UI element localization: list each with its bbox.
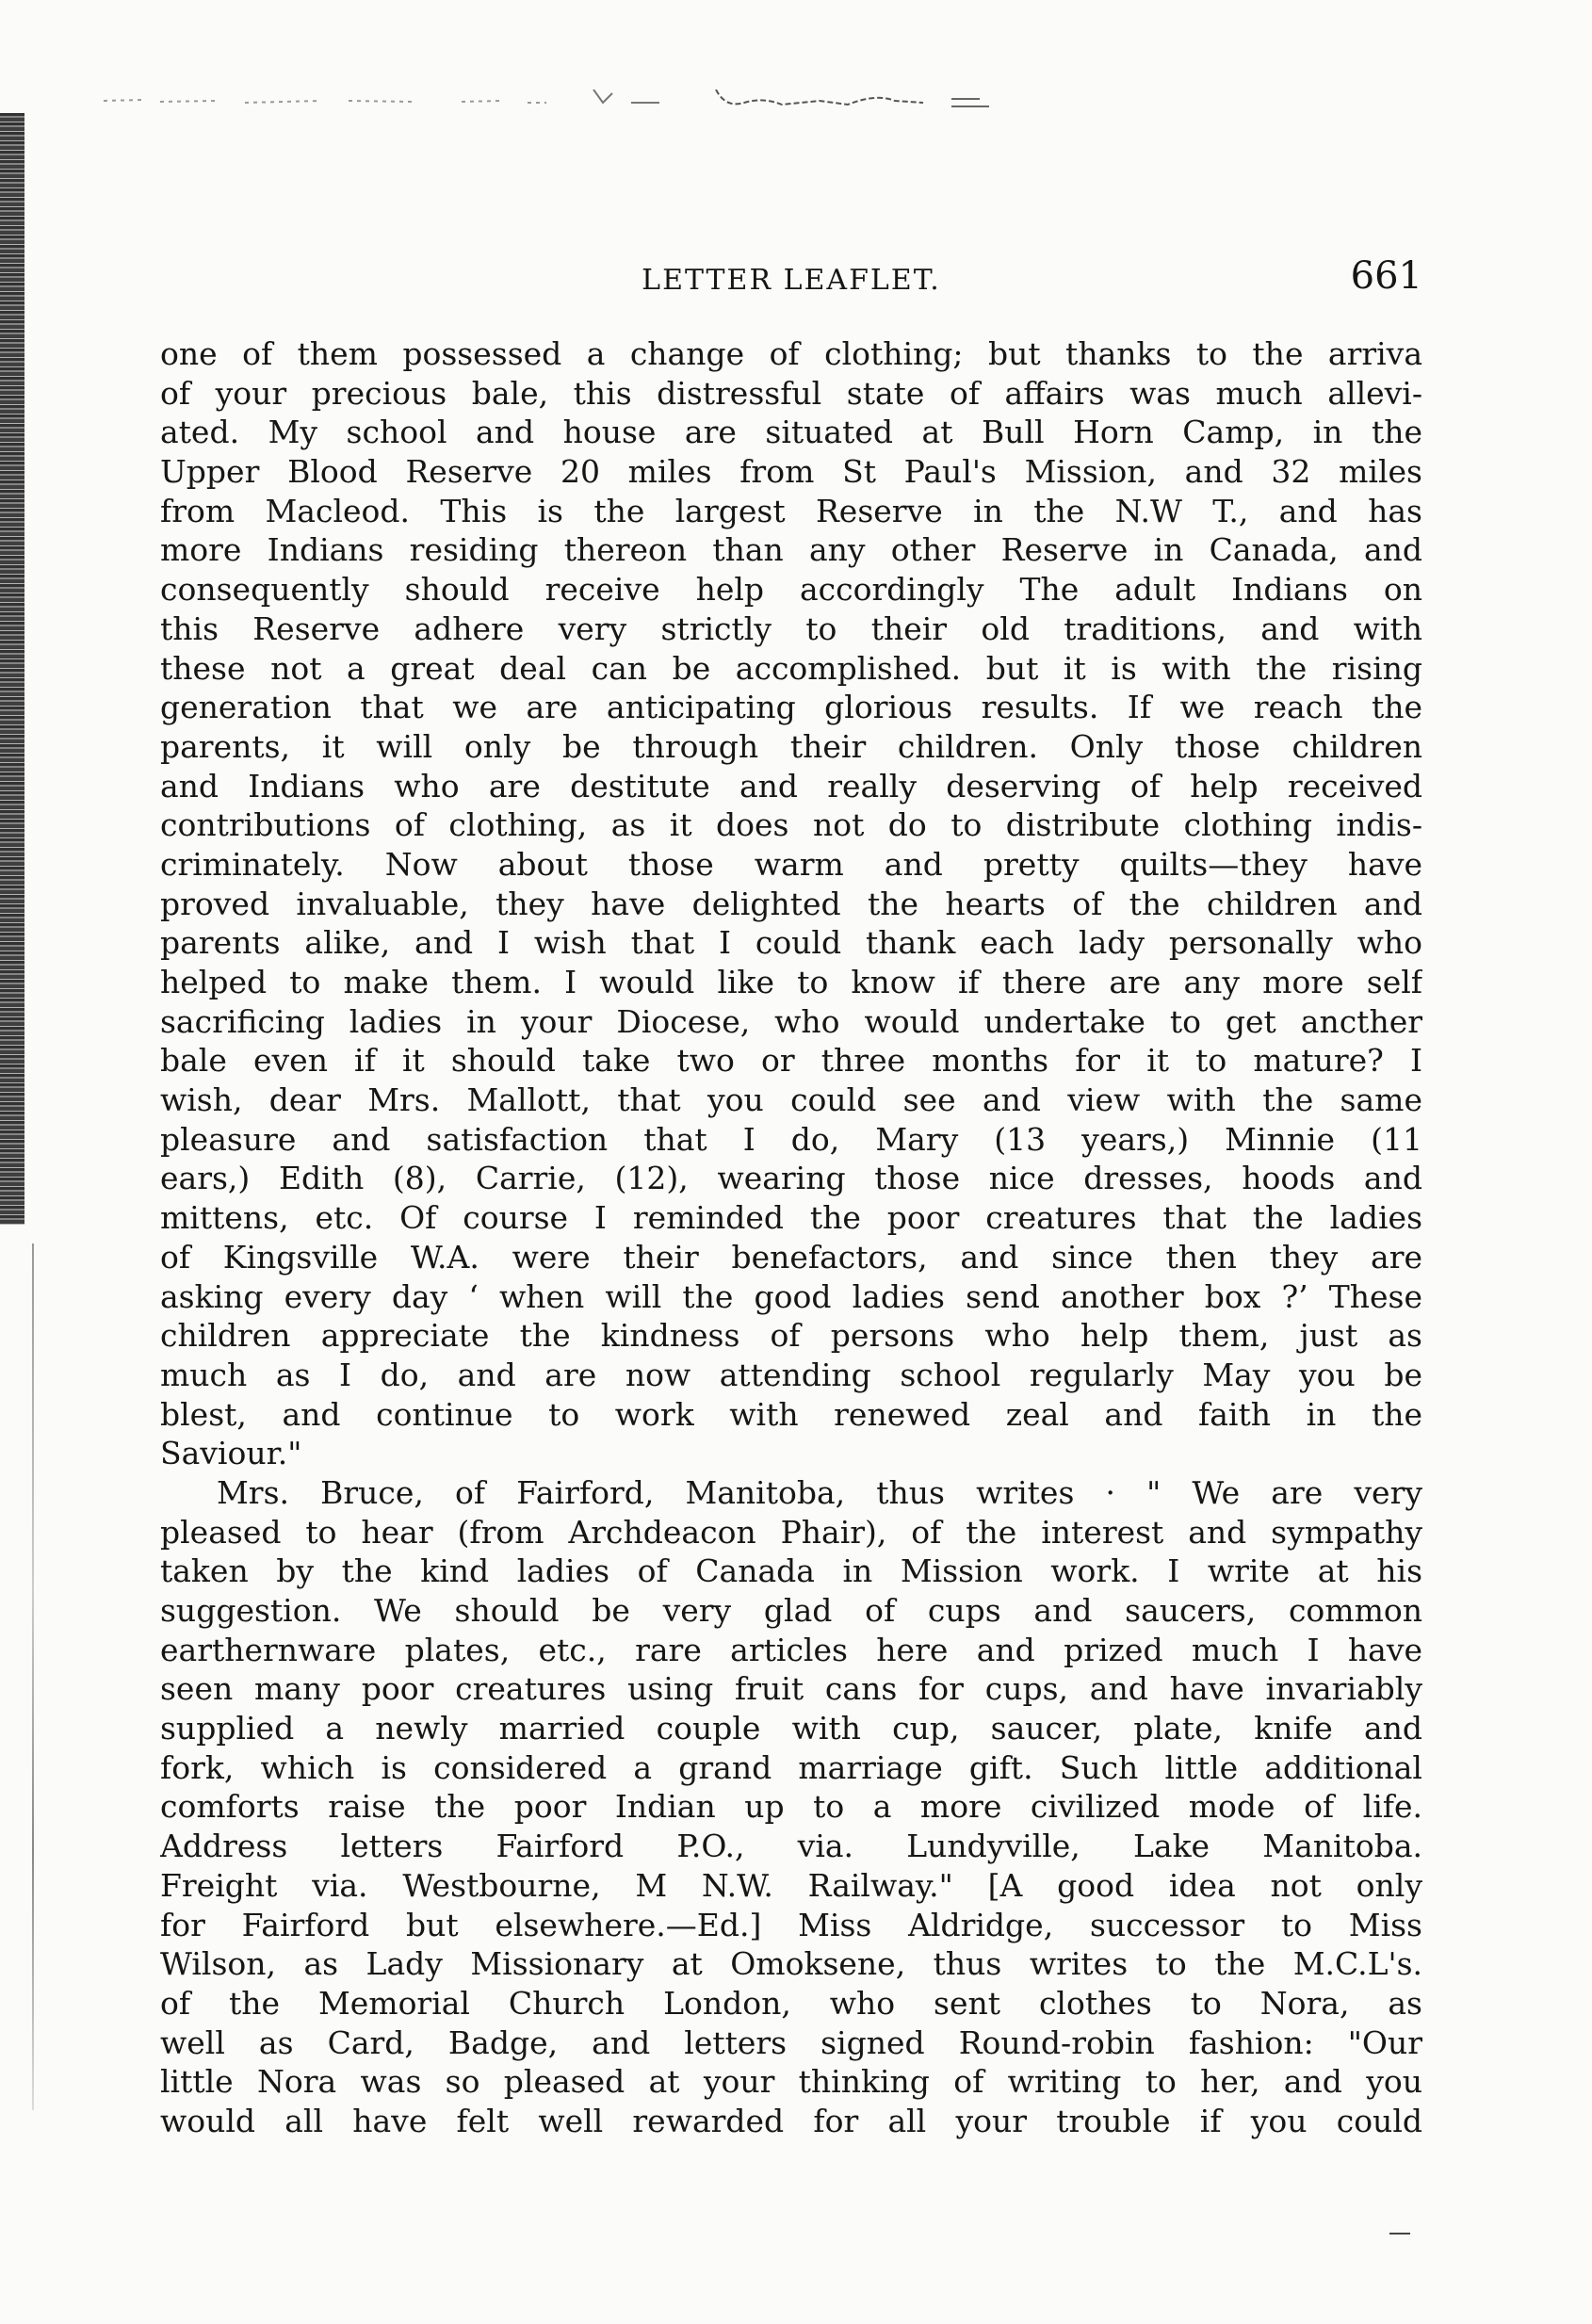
text-line: ated. My school and house are situated at Bull Horn Camp, in the: [160, 414, 1422, 451]
text-line: seen many poor creatures using fruit cans for cups, and have invariably: [160, 1670, 1422, 1708]
text-line: contributions of clothing, as it does not do to distribute clothing indis-: [160, 806, 1422, 844]
text-line: mittens, etc. Of course I reminded the poor creatures that the ladies: [160, 1199, 1422, 1237]
text-line: asking every day ‘ when will the good ladies send another box ?’ These: [160, 1277, 1422, 1315]
text-line: parents alike, and I wish that I could thank each lady personally who: [160, 924, 1422, 962]
text-line: suggestion. We should be very glad of cups and saucers, common: [160, 1592, 1422, 1629]
text-line: generation that we are anticipating glorious results. If we reach the: [160, 689, 1422, 726]
scan-artifact-dash: [1389, 2233, 1410, 2235]
text-line: bale even if it should take two or three months for it to mature? I: [160, 1042, 1422, 1080]
text-line: more Indians residing thereon than any other Reserve in Canada, and: [160, 531, 1422, 569]
text-line: blest, and continue to work with renewed zeal and faith in the: [160, 1395, 1422, 1433]
text-line: well as Card, Badge, and letters signed Round-robin fashion: "Our: [160, 2023, 1422, 2061]
text-line: Wilson, as Lady Missionary at Omoksene, thus writes to the M.C.L's.: [160, 1945, 1422, 1983]
text-line: pleasure and satisfaction that I do, Mary (13 years,) Minnie (11: [160, 1120, 1422, 1158]
text-line: one of them possessed a change of clothing; but thanks to the arriva: [160, 335, 1422, 372]
text-line: of your precious bale, this distressful state of affairs was much allevi-: [160, 374, 1422, 412]
text-line: consequently should receive help accordingly The adult Indians on: [160, 571, 1422, 609]
text-line: ears,) Edith (8), Carrie, (12), wearing those nice dresses, hoods and: [160, 1160, 1422, 1197]
text-line: fork, which is considered a grand marriage gift. Such little additional: [160, 1748, 1422, 1786]
text-line: proved invaluable, they have delighted the hearts of the children and: [160, 885, 1422, 922]
running-title: LETTER LEAFLET.: [642, 264, 941, 297]
text-line: of Kingsville W.A. were their benefactors, and since then they are: [160, 1238, 1422, 1276]
scan-artifact-marks: [104, 89, 1517, 127]
text-line: and Indians who are destitute and really deserving of help received: [160, 767, 1422, 804]
text-line: much as I do, and are now attending school regularly May you be: [160, 1356, 1422, 1393]
page-binding-edge: [0, 113, 24, 1225]
text-line: wish, dear Mrs. Mallott, that you could see and view with the same: [160, 1081, 1422, 1119]
text-line: these not a great deal can be accomplished. but it is with the rising: [160, 649, 1422, 687]
text-line: Address letters Fairford P.O., via. Lundyville, Lake Manitoba.: [160, 1828, 1422, 1865]
text-line: of the Memorial Church London, who sent clothes to Nora, as: [160, 1984, 1422, 2022]
text-line: parents, it will only be through their children. Only those children: [160, 727, 1422, 765]
text-line: comforts raise the poor Indian up to a more civilized mode of life.: [160, 1788, 1422, 1826]
text-line: from Macleod. This is the largest Reserve in the N.W T., and has: [160, 492, 1422, 529]
text-line: Saviour.": [160, 1435, 302, 1472]
text-line: this Reserve adhere very strictly to their old traditions, and with: [160, 609, 1422, 647]
text-line: for Fairford but elsewhere.—Ed.] Miss Aldridge, successor to Miss: [160, 1906, 1422, 1943]
text-line: children appreciate the kindness of persons who help them, just as: [160, 1317, 1422, 1355]
letter-body-text: [160, 334, 1422, 2141]
text-line: Upper Blood Reserve 20 miles from St Paul's Mission, and 32 miles: [160, 453, 1422, 491]
text-line: pleased to hear (from Archdeacon Phair), of the interest and sympathy: [160, 1513, 1422, 1551]
text-line: supplied a newly married couple with cup, saucer, plate, knife and: [160, 1710, 1422, 1747]
text-line: sacrificing ladies in your Diocese, who would undertake to get ancther: [160, 1002, 1422, 1040]
page-binding-shadow: [32, 1243, 34, 2110]
text-line: Mrs. Bruce, of Fairford, Manitoba, thus writes · " We are very: [217, 1473, 1422, 1511]
page-header: [160, 254, 1422, 311]
text-line: taken by the kind ladies of Canada in Mission work. I write at his: [160, 1552, 1422, 1590]
text-line: helped to make them. I would like to know if there are any more self: [160, 964, 1422, 1000]
page-number: 661: [1350, 254, 1422, 298]
text-line: would all have felt well rewarded for all your trouble if you could: [160, 2102, 1422, 2139]
text-line: criminately. Now about those warm and pretty quilts—they have: [160, 845, 1422, 883]
text-line: Freight via. Westbourne, M N.W. Railway." [A good idea not only: [160, 1866, 1422, 1904]
text-line: little Nora was so pleased at your thinking of writing to her, and you: [160, 2063, 1422, 2101]
text-line: earthernware plates, etc., rare articles here and prized much I have: [160, 1631, 1422, 1668]
